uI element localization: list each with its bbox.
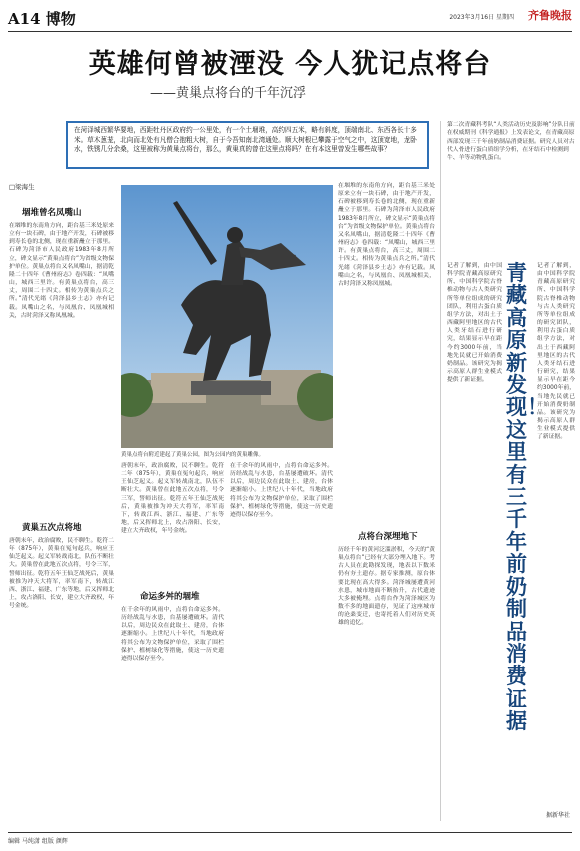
sidebar-vertical-title: 青藏高原新发现！这里有三千年前奶制品消费证据 [506, 260, 548, 734]
article-text-column-3: 在千余年的风雨中，点将台命运多舛。历经战乱与水患，台基屡遭破坏。清代以后，周边民众在此取土、建房，台体逐渐缩小。上世纪八十年代，当地政府将其公布为文物保护单位，采取了围栏保护、植树绿化等措施，使这一历史遗迹得以保存至今。 [121, 607, 224, 662]
issue-date: 2023年3月16日 星期四 [449, 14, 514, 21]
article-text-column-5: 在堌堆的东南角方向，距台基三米处原来立有一块石碑，由于地产开发，石碑被移到寿长卷的北侧，现在重新矗立于那里。石碑为菏泽市人民政府1983年8月所立，碑文显示“黄巢点将台”为省级文物保护单位。黄巢点将台又名凤嘴山，据清乾隆二十四年《曹州府志》卷四载：“凤嘴山，城西三里许。有黄巢点将台，高三丈，周围二十四丈。相传为黄巢点兵之所。”清代光绪《菏泽县乡土志》亦有记载。凤嘴山之名，与凤凰台、凤凰城相关，古时菏泽又称凤凰城。 [338, 183, 435, 287]
lead-summary-box: 在菏泽城西繁华要地，西距牡丹区政府约一公里处，有一个土堌堆，高约四五米，略有斜度，顶端南北、东西各长十多米。草木葱茏，北向而北处有凡僧合抱粗大树，自于今吾知南北湾通处。顺大树根已攀露于空气之中，这顶宽地，龙卧水，铁锈几分余桑，这里被称为黄巢点将台，那么，黄巢真的曾在这里点将吗？在有本这里曾发生哪些故事？ [66, 121, 429, 169]
section-title-1: 堌堆曾名凤嘴山 [22, 208, 82, 218]
page-header [8, 6, 572, 32]
subheadline: ——黄巢点将台的千年沉浮 [150, 86, 307, 101]
byline: □梁海生 [9, 183, 35, 191]
article-text-column-3a: 唐朝末年，政治腐败，民不聊生。乾符二年（875年），黄巢在冤句起兵，响应王仙芝起义。起义军转战南北，队伍不断壮大。黄巢曾在此地五次点将，号令三军，誓师出征。乾符五年王仙芝战死后，黄巢被推为冲天大将军，率军南下，转战江西、浙江、福建、广东等地，后又挥师北上，攻占洛阳、长安，建立大齐政权，年号金统。 [121, 463, 224, 535]
article-text-column-4: 在千余年的风雨中，点将台命运多舛。历经战乱与水患，台基屡遭破坏。清代以后，周边民众在此取土、建房，台体逐渐缩小。上世纪八十年代，当地政府将其公布为文物保护单位，采取了围栏保护、植树绿化等措施，使这一历史遗迹得以保存至今。 [230, 463, 333, 518]
statue-photo [121, 185, 333, 448]
huang-chao-statue-image [121, 185, 333, 448]
section-title-2: 黄巢五次点将地 [22, 523, 82, 533]
newspaper-logo: 齐鲁晚报 [528, 9, 572, 22]
photo-caption: 黄巢点将台附近建起了黄巢公园，图为公园内的黄巢雕像。 [121, 452, 265, 458]
article-text-column-1: 在堌堆的东南角方向，距台基三米处原来立有一块石碑，由于地产开发，石碑被移到寿长卷的北侧，现在重新矗立于那里。石碑为菏泽市人民政府1983年8月所立，碑文显示“黄巢点将台”为省级文物保护单位。黄巢点将台又名凤嘴山，据清乾隆二十四年《曹州府志》卷四载：“凤嘴山，城西三里许。有黄巢点将台，高三丈，周围二十四丈。相传为黄巢点兵之所。”清代光绪《菏泽县乡土志》亦有记载。凤嘴山之名，与凤凰台、凤凰城相关，古时菏泽又称凤凰城。 [9, 223, 114, 319]
column-divider [440, 121, 441, 821]
section-title-4: 点将台深埋地下 [358, 532, 418, 542]
sidebar-top-text: 第二次青藏科考队“人类活动历史及影响”分队日前在权威期刊《科学通报》上发表论文，在青藏高原西部发现三千年前奶制品消费证据。研究人员对古代人骨进行蛋白质组学分析，在牙结石中检测到牛、羊等动物乳蛋白。 [447, 122, 575, 162]
page-footer: 编辑 马纯潇 组版 颜辉 [8, 832, 572, 845]
article-text-column-6: 历经千年的黄河泛滥淤积，今天的“黄巢点将台”已经有大部分埋入地下。考古人员在此勘探发现，地表以下数米仍有夯土遗存。据专家推测，原台体要比现在高大得多。菏泽城屡遭黄河水患，城市地面不断抬升，古代遗迹大多被掩埋。点将台作为菏泽城区为数不多的地面遗存，见证了这座城市的沧桑变迁，也寄托着人们对历史英雄的追忆。 [338, 547, 435, 627]
page-section-label: A14 博物 [8, 10, 76, 28]
sidebar-right-text: 记者了解到，由中国科学院青藏高原研究所、中国科学院古脊椎动物与古人类研究所等单位组成的研究团队，利用古蛋白质组学方法，对出土于西藏阿里地区的古代人类牙结石进行研究，结果显示早在距今约3000年前，当地先民就已开始消费奶制品。该研究为揭示高原人群生业模式提供了新证据。 [537, 263, 575, 441]
main-headline: 英雄何曾被湮没 今人犹记点将台 [88, 49, 492, 80]
news-credit: 据新华社 [545, 812, 570, 819]
sidebar-left-text: 记者了解到，由中国科学院青藏高原研究所、中国科学院古脊椎动物与古人类研究所等单位组成的研究团队，利用古蛋白质组学方法，对出土于西藏阿里地区的古代人类牙结石进行研究，结果显示早在距今约3000年前，当地先民就已开始消费奶制品。该研究为揭示高原人群生业模式提供了新证据。 [447, 263, 502, 384]
article-text-column-2: 唐朝末年，政治腐败，民不聊生。乾符二年（875年），黄巢在冤句起兵，响应王仙芝起义。起义军转战南北，队伍不断壮大。黄巢曾在此地五次点将，号令三军，誓师出征。乾符五年王仙芝战死后，黄巢被推为冲天大将军，率军南下，转战江西、浙江、福建、广东等地，后又挥师北上，攻占洛阳、长安，建立大齐政权，年号金统。 [9, 538, 114, 610]
section-title-3: 命运多舛的堌堆 [140, 592, 200, 602]
header-rule [8, 31, 572, 32]
